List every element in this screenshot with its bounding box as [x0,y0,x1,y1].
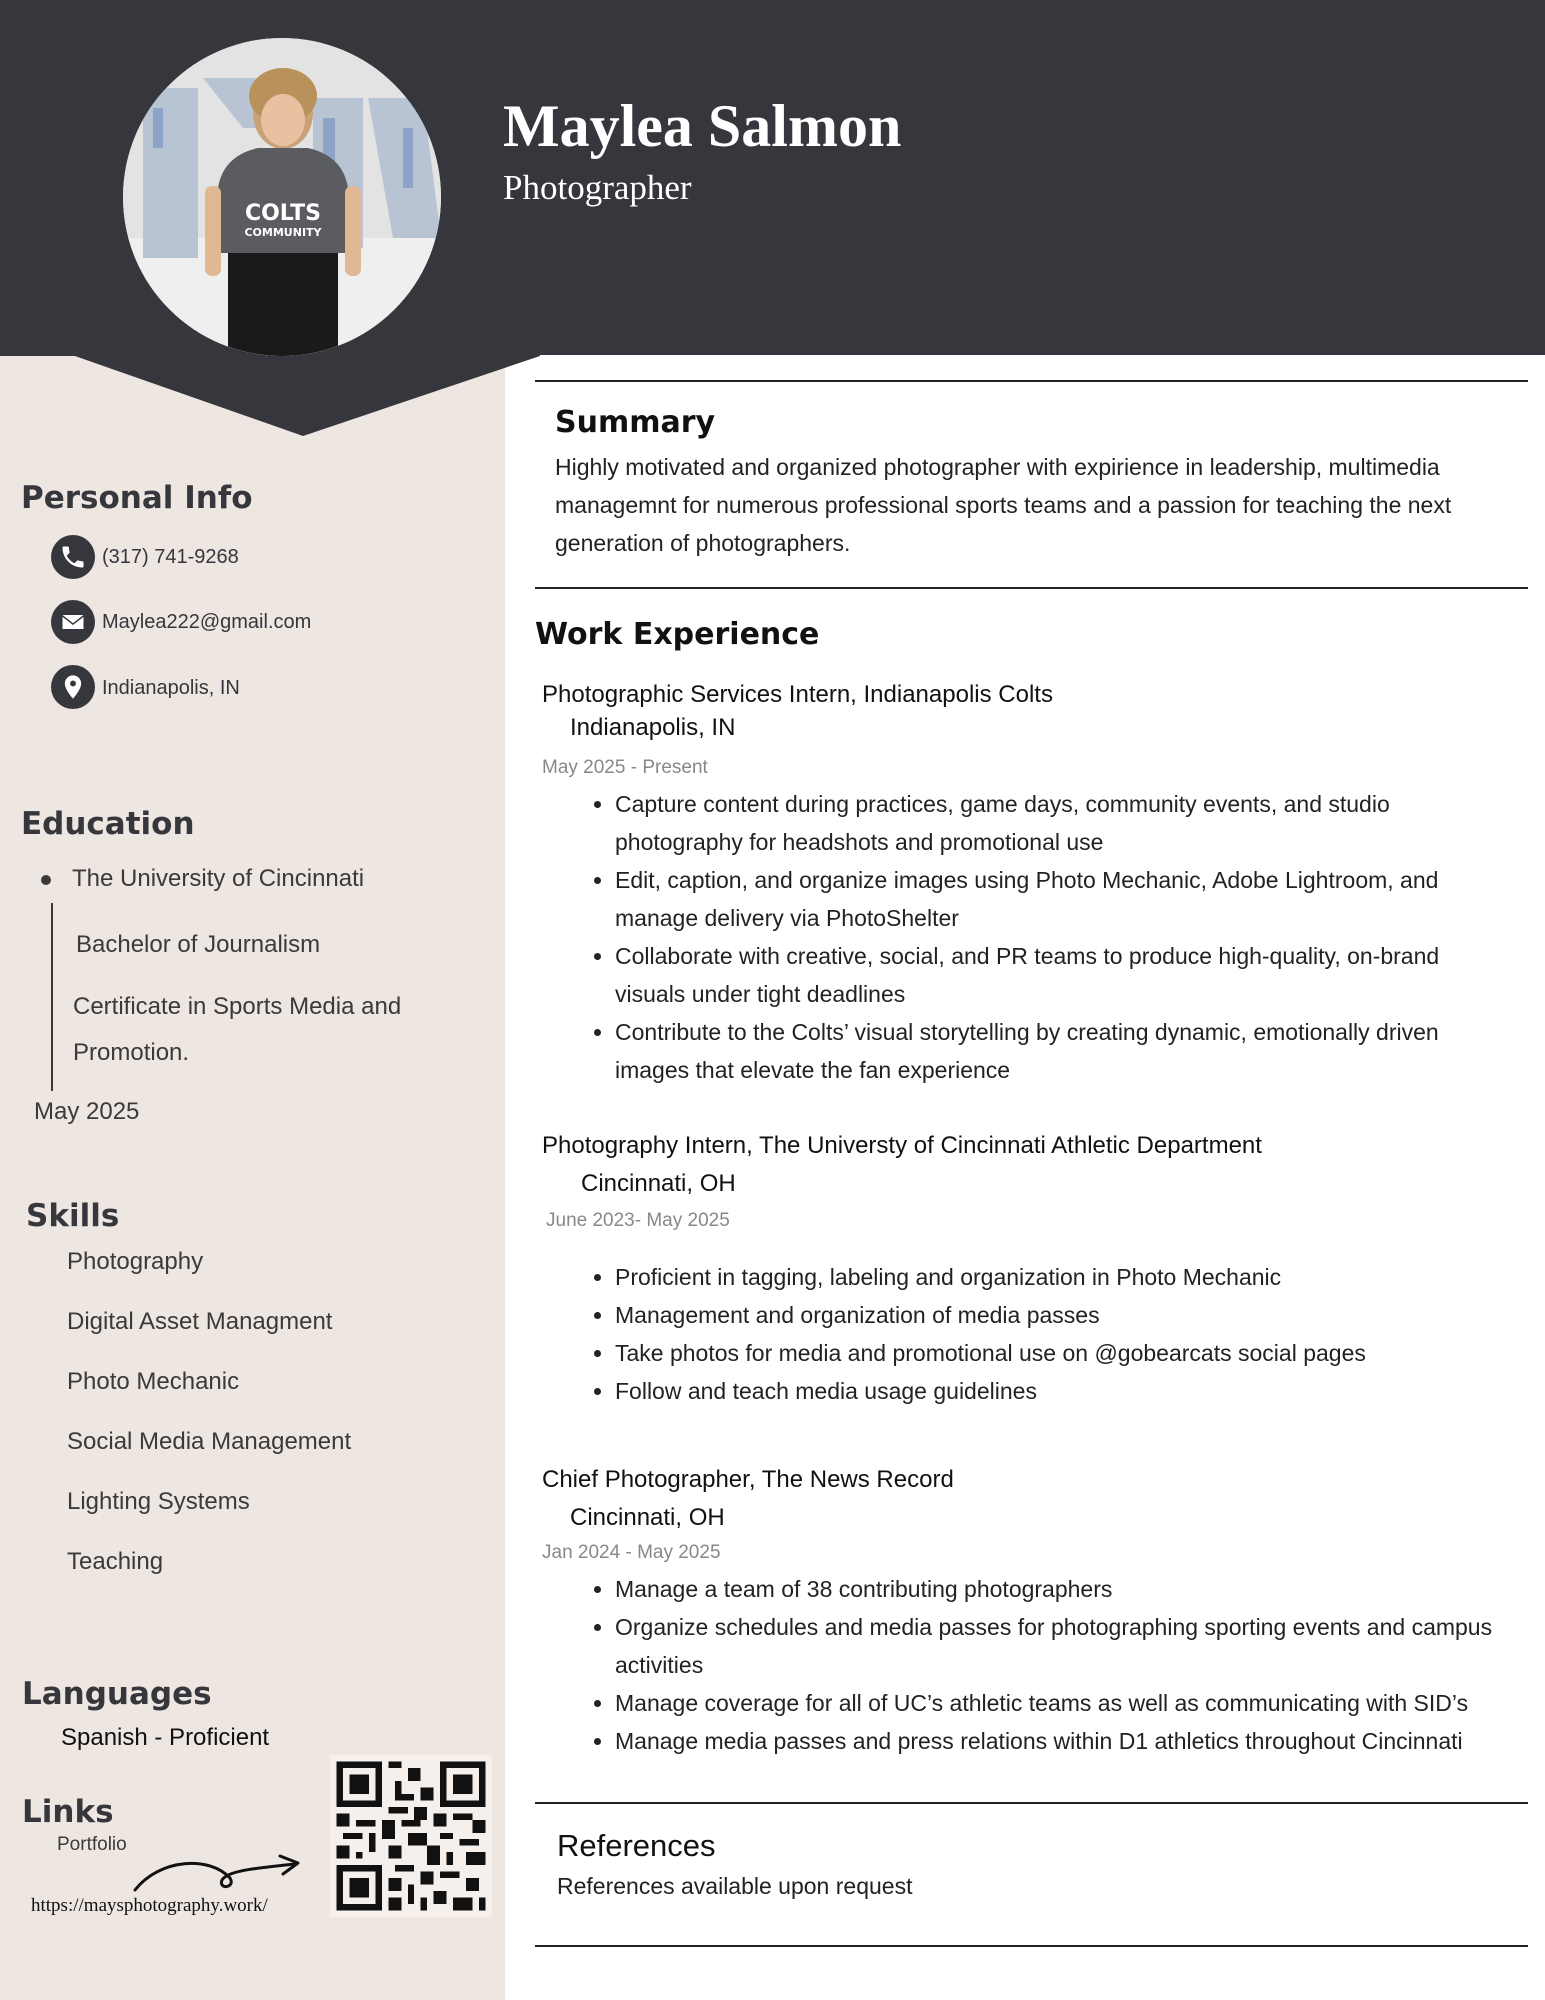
job-bullets [580,1258,1515,1410]
job-bullets [580,785,1515,1089]
portfolio-label: Portfolio [57,1834,127,1855]
skills-heading: Skills [26,1198,120,1234]
job-title: Chief Photographer, The News Record [542,1466,954,1493]
job-bullet: • Take photos for media and promotional use on @gobearcats social pages [615,1334,1515,1372]
education-date: May 2025 [34,1098,140,1125]
job-bullet: • Edit, caption, and organize images using Photo Mechanic, Adobe Lightroom, and manage delivery via PhotoShelter [615,861,1515,937]
photo-shirt-text: COLTS [244,201,322,226]
job-location: Indianapolis, IN [570,714,736,741]
job-title: Photography Intern, The Universty of Cincinnati Athletic Department [542,1132,1262,1159]
candidate-title: Photographer [503,168,692,207]
skill-item: Social Media Management [67,1428,352,1455]
job-bullet: • Manage media passes and press relations within D1 athletics throughout Cincinnati [615,1722,1515,1760]
job-bullet: • Follow and teach media usage guidelines [615,1372,1515,1410]
job-bullet: • Capture content during practices, game days, community events, and studio photography for headshots and promotional use [615,785,1515,861]
summary-text: Highly motivated and organized photographer with expirience in leadership, multimedia managemnt for numerous professional sports teams and a passion for teaching the next generation of photographers. [555,454,1452,556]
phone-text: (317) 741-9268 [102,546,239,568]
divider-top [535,380,1528,382]
skill-item: Digital Asset Managment [67,1308,333,1335]
location-text: Indianapolis, IN [102,677,240,699]
links-heading: Links [22,1794,114,1830]
phone-icon [51,535,95,579]
education-heading: Education [21,806,195,842]
job-bullet: • Manage coverage for all of UC’s athletic teams as well as communicating with SID’s [615,1684,1515,1722]
references-heading: References [557,1828,716,1863]
education-degree: Bachelor of Journalism [76,931,321,958]
profile-photo [123,38,441,356]
education-certificate: Certificate in Sports Media and [73,993,402,1020]
job-bullets [580,1570,1515,1760]
references-text: References available upon request [557,1873,913,1899]
candidate-name: Maylea Salmon [503,93,902,159]
personal-info-heading: Personal Info [21,480,253,516]
summary-heading: Summary [555,405,716,440]
job-bullet: • Management and organization of media passes [615,1296,1515,1334]
arrow-icon [130,1848,305,1898]
location-pin-icon [51,665,95,709]
job-bullet: • Proficient in tagging, labeling and organization in Photo Mechanic [615,1258,1515,1296]
job-bullet: • Organize schedules and media passes for photographing sporting events and campus activities [615,1608,1515,1684]
job-location: Cincinnati, OH [570,1504,725,1531]
email-icon [51,600,95,644]
qr-code-icon[interactable] [330,1755,492,1917]
job-bullet: • Collaborate with creative, social, and PR teams to produce high-quality, on-brand visuals under tight deadlines [615,937,1515,1013]
divider-summary [535,587,1528,589]
skill-item: Teaching [67,1548,164,1575]
job-bullet: • Manage a team of 38 contributing photographers [615,1570,1515,1608]
work-experience-heading: Work Experience [535,617,820,652]
job-dates: June 2023- May 2025 [546,1210,730,1231]
job-title: Photographic Services Intern, Indianapolis Colts [542,681,1053,708]
divider-bottom [535,1945,1528,1947]
photo-shirt-subtext: COMMUNITY [244,226,322,239]
skill-item: Photography [67,1248,204,1275]
divider-references [535,1802,1528,1804]
education-bullet [41,875,51,885]
job-location: Cincinnati, OH [581,1170,736,1197]
education-divider [51,903,53,1091]
education-school: The University of Cincinnati [72,865,365,892]
education-certificate-cont: Promotion. [73,1039,190,1066]
header-chevron [0,354,540,439]
job-dates: Jan 2024 - May 2025 [542,1542,721,1563]
skill-item: Photo Mechanic [67,1368,240,1395]
portfolio-url-link[interactable]: https://maysphotography.work/ [31,1895,268,1916]
job-bullet: • Contribute to the Colts’ visual storytelling by creating dynamic, emotionally driven images that elevate the fan experience [615,1013,1515,1089]
job-dates: May 2025 - Present [542,757,708,778]
skill-item: Lighting Systems [67,1488,250,1515]
languages-heading: Languages [22,1676,212,1712]
email-text: Maylea222@gmail.com [102,611,312,633]
language-item: Spanish - Proficient [61,1724,270,1751]
